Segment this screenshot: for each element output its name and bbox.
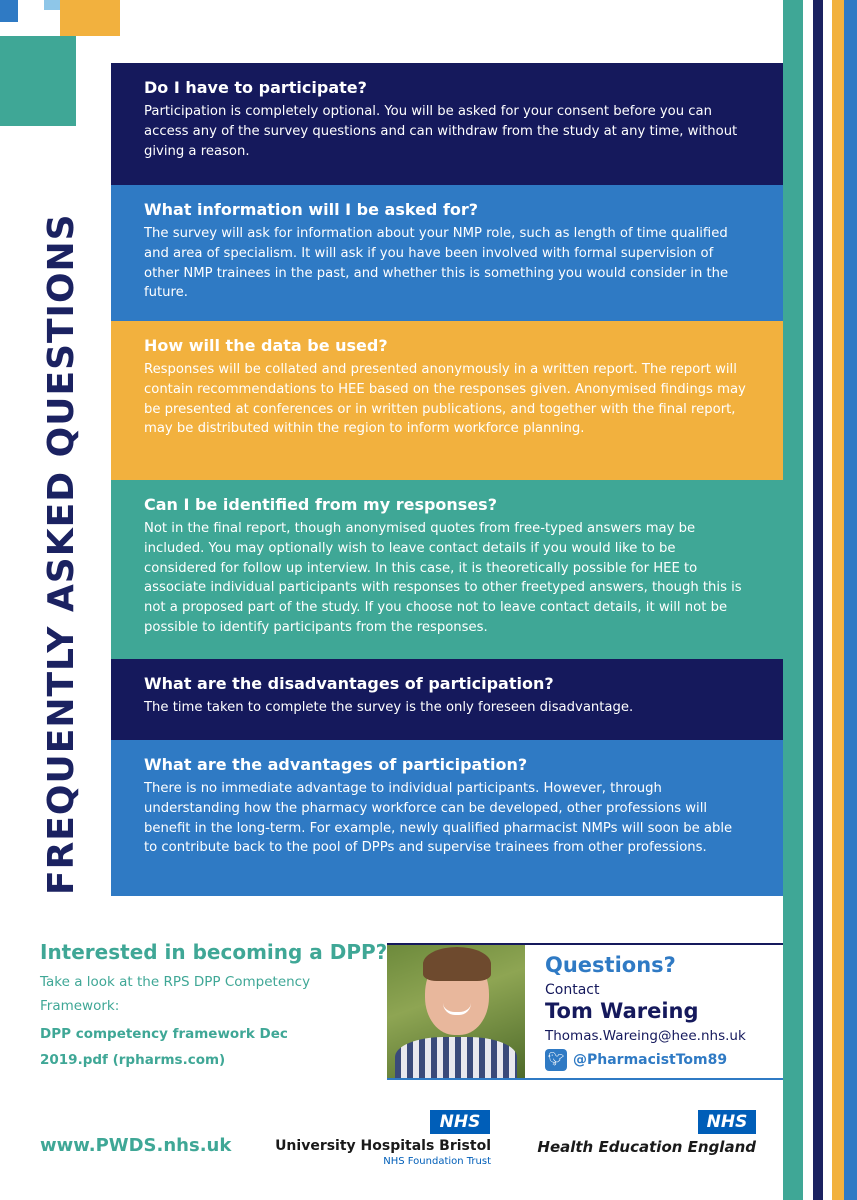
decorative-stripe-navy (813, 0, 823, 1200)
hee-logo-name: Health Education England (537, 1138, 756, 1156)
contact-label: Contact (545, 982, 600, 998)
faq-item-data-use (111, 321, 783, 480)
decorative-square-blue (0, 0, 18, 22)
interest-text: Take a look at the RPS DPP Competency Framework: (40, 974, 311, 1014)
faq-answer: The time taken to complete the survey is the only foreseen disadvantage. (144, 700, 634, 715)
uhb-logo-trust: NHS Foundation Trust (383, 1156, 491, 1167)
decorative-stripe-gap (823, 0, 832, 1200)
faq-answer: The survey will ask for information about your NMP role, such as length of time qualified and area of specialism. It will ask if you have been involved with formal supervision of other NMP trainees in the past, and whether this is something you would consider in the future. (144, 226, 729, 301)
nhs-logo: NHS (698, 1110, 756, 1134)
decorative-stripe-gap (803, 0, 813, 1200)
contact-email-link[interactable]: Thomas.Wareing@hee.nhs.uk (545, 1028, 746, 1044)
website-link[interactable]: www.PWDS.nhs.uk (40, 1135, 232, 1156)
nhs-logo: NHS (430, 1110, 490, 1134)
twitter-bird-icon: 🐦︎ (545, 1049, 567, 1071)
decorative-square-green (0, 36, 76, 126)
faq-answer: Not in the final report, though anonymised quotes from free-typed answers may be included. You may optionally wish to leave contact details if you would like to be considered for follow up interview. In this case, it is theoretically possible for HEE to associate individual participants with responses to other freetyped answers, though this is not a proposed part of the study. If you choose not to leave contact details, it will not be possible to identify participants from the responses. (144, 521, 742, 635)
contact-photo (387, 945, 525, 1078)
decorative-stripe-green (783, 0, 803, 1200)
contact-name: Tom Wareing (545, 999, 699, 1023)
questions-title: Questions? (545, 953, 676, 977)
faq-answer: There is no immediate advantage to individual participants. However, through understanding how the pharmacy workforce can be developed, other professions will benefit in the long-term. For example, newly qualified pharmacist NMPs will soon be able to contribute back to the pool of DPPs and supervise trainees from other professions. (144, 781, 733, 856)
faq-answer: Responses will be collated and presented anonymously in a written report. The report will contain recommendations to HEE based on the responses given. Anonymised findings may be presented at conferences or in written publications, and together with the final report, may be distributed within the region to inform workforce planning. (144, 362, 746, 437)
faq-question: How will the data be used? (144, 336, 388, 355)
faq-question: What are the advantages of participation? (144, 755, 528, 774)
faq-item-disadvantages (111, 659, 783, 740)
faq-answer: Participation is completely optional. You will be asked for your consent before you can access any of the survey questions and can withdraw from the study at any time, without giving a reason. (144, 104, 738, 159)
decorative-stripe-gold (832, 0, 844, 1200)
decorative-square-gold (60, 0, 120, 36)
twitter-handle-link[interactable]: @PharmacistTom89 (573, 1052, 728, 1068)
page-title: FREQUENTLY ASKED QUESTIONS (41, 213, 82, 895)
dpp-framework-link[interactable]: DPP competency framework Dec 2019.pdf (rpharms.com) (40, 1026, 288, 1068)
uhb-logo-name: University Hospitals Bristol (275, 1138, 491, 1154)
decorative-stripe-blue (844, 0, 857, 1200)
interest-title: Interested in becoming a DPP? (40, 940, 388, 964)
faq-question: What information will I be asked for? (144, 200, 479, 219)
faq-question: What are the disadvantages of participation? (144, 674, 554, 693)
faq-question: Do I have to participate? (144, 78, 367, 97)
faq-item-information (111, 185, 783, 321)
faq-question: Can I be identified from my responses? (144, 495, 497, 514)
card-divider-bottom (387, 1078, 783, 1080)
faq-item-participate (111, 63, 783, 185)
faq-item-identified (111, 480, 783, 659)
faq-item-advantages (111, 740, 783, 896)
